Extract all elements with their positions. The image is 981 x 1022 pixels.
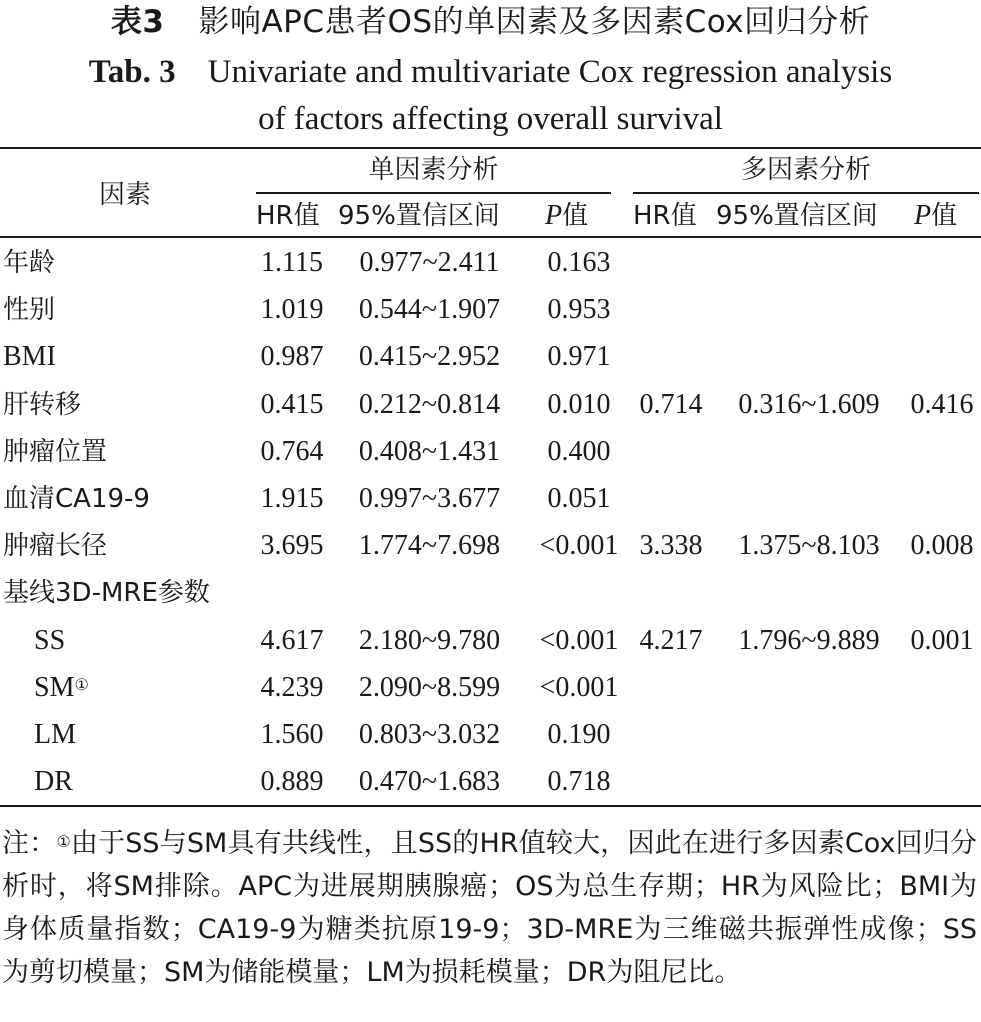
cell-uni-ci: 0.470~1.683 (358, 766, 501, 798)
cell-uni-hr: 1.115 (261, 247, 323, 278)
row-factor: 性别 (3, 295, 56, 326)
table-title-english-line1 (0, 50, 981, 94)
row-factor: 基线3D-MRE参数 (3, 578, 210, 609)
cell-uni-p: 0.400 (547, 435, 611, 467)
cell-uni-ci: 0.977~2.411 (359, 247, 500, 278)
row-factor: 肿瘤长径 (3, 531, 108, 562)
cell-uni-ci: 0.997~3.677 (358, 483, 501, 514)
cell-multi-ci: 1.796~9.889 (738, 624, 880, 656)
cell-multi-ci: 0.316~1.609 (738, 388, 880, 420)
table-header-rule (0, 236, 981, 238)
row-factor: SS (34, 624, 66, 656)
cell-uni-p: 0.163 (547, 247, 611, 278)
cell-uni-ci: 2.180~9.780 (358, 624, 501, 656)
cell-multi-hr: 3.338 (639, 530, 703, 562)
header-univariate: 单因素分析 (368, 155, 499, 185)
cell-multi-p: 0.416 (910, 388, 974, 420)
cell-uni-p: 0.718 (547, 766, 611, 798)
cell-multi-hr: 4.217 (639, 624, 703, 656)
cell-uni-hr: 1.019 (260, 294, 324, 326)
cell-uni-p: 0.010 (547, 388, 611, 420)
table-caption-english-1: Univariate and multivariate Cox regression analysis (207, 54, 893, 90)
cell-uni-p: <0.001 (539, 530, 619, 562)
cell-uni-hr: 0.987 (260, 341, 324, 373)
cell-uni-hr: 0.764 (260, 435, 324, 467)
cell-uni-p: 0.051 (547, 483, 611, 514)
cell-uni-hr: 0.415 (260, 388, 324, 420)
table-bottom-rule (0, 805, 981, 807)
footnote-mark: ① (56, 832, 71, 851)
cell-uni-ci: 0.408~1.431 (358, 435, 501, 467)
cell-uni-p: 0.953 (547, 294, 611, 326)
univariate-group-rule (256, 192, 611, 194)
cell-uni-hr: 0.889 (260, 766, 324, 798)
row-factor: 肝转移 (3, 389, 82, 420)
row-factor: LM (34, 719, 76, 750)
multivariate-group-rule (633, 192, 979, 194)
row-factor: SM① (34, 671, 89, 703)
cell-uni-p: <0.001 (539, 671, 619, 703)
table-footnote (2, 822, 977, 994)
cell-uni-hr: 3.695 (260, 530, 324, 562)
footnote-text: 由于SS与SM具有共线性，且SS的HR值较大，因此在进行多因素Cox回归分析时，将SM排除。APC为进展期胰腺癌；OS为总生存期；HR为风险比；BMI为身体质量指数；CA19-9为糖类抗原19-9；3D-MRE为三维磁共振弹性成像；SS为剪切模量；SM为储能模量；LM为损耗模量；DR为阻尼比。 (2, 828, 978, 988)
cell-uni-p: 0.190 (547, 719, 611, 750)
table-title-english-line2: of factors affecting overall survival (258, 101, 723, 137)
table-number-english: Tab. 3 (88, 54, 176, 90)
cell-uni-ci: 0.544~1.907 (358, 294, 501, 326)
header-multivariate: 多因素分析 (740, 155, 871, 185)
cell-uni-ci: 2.090~8.599 (358, 671, 501, 703)
cell-uni-ci: 0.415~2.952 (358, 341, 501, 373)
header-multi-p: P值 (914, 200, 958, 231)
footnote-prefix: 注： (2, 828, 57, 859)
cell-uni-ci: 0.212~0.814 (358, 388, 501, 420)
cell-uni-ci: 1.774~7.698 (358, 530, 501, 562)
header-uni-p: P值 (545, 200, 589, 231)
cell-uni-hr: 4.617 (260, 624, 324, 656)
row-factor: BMI (3, 341, 56, 373)
row-factor: 年龄 (3, 248, 56, 278)
cell-uni-hr: 1.915 (260, 483, 324, 514)
cell-uni-ci: 0.803~3.032 (358, 719, 501, 750)
cell-uni-p: <0.001 (539, 624, 619, 656)
cell-multi-hr: 0.714 (639, 388, 703, 420)
header-factor: 因素 (98, 180, 151, 210)
cell-uni-hr: 1.560 (260, 719, 324, 750)
header-multi-ci: 95%置信区间 (716, 201, 878, 231)
header-multi-hr: HR值 (633, 201, 697, 231)
header-uni-ci: 95%置信区间 (338, 201, 500, 231)
header-uni-hr: HR值 (256, 201, 320, 231)
row-factor-mark: ① (74, 676, 89, 694)
cell-multi-p: 0.008 (910, 530, 974, 562)
table-number-chinese: 表3 (110, 4, 165, 40)
table-caption-chinese: 影响APC患者OS的单因素及多因素Cox回归分析 (198, 4, 871, 40)
cell-uni-p: 0.971 (547, 341, 611, 373)
cell-multi-ci: 1.375~8.103 (738, 530, 880, 562)
cell-multi-p: 0.001 (910, 624, 974, 656)
cell-uni-hr: 4.239 (260, 671, 324, 703)
row-factor: 肿瘤位置 (3, 436, 108, 467)
row-factor: DR (34, 766, 73, 798)
table-top-rule (0, 147, 981, 149)
row-factor: 血清CA19-9 (3, 484, 150, 514)
table-title-chinese (0, 2, 981, 42)
